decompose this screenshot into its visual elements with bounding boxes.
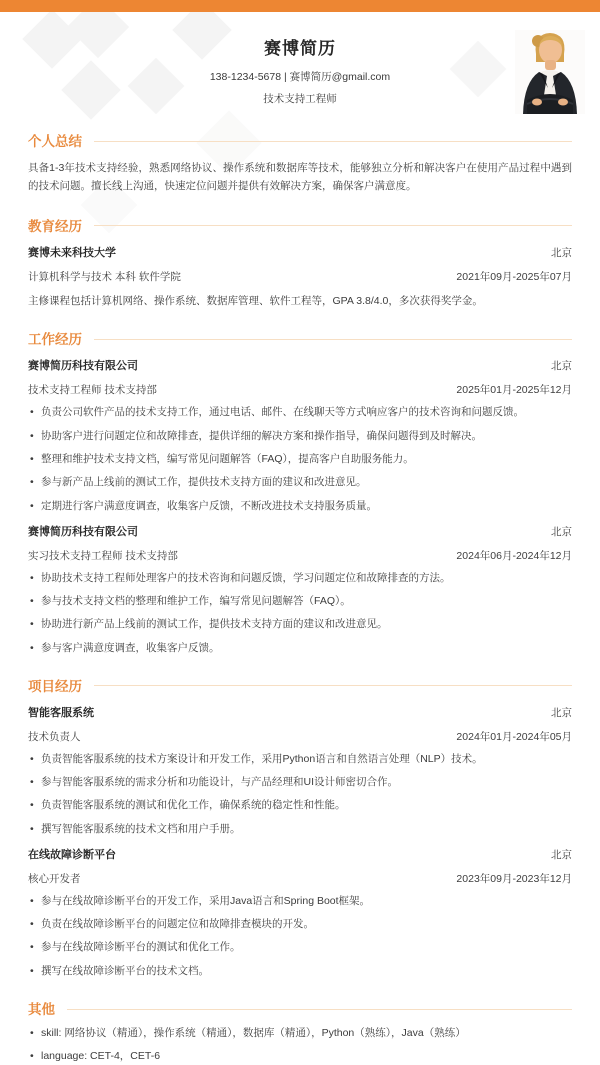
bullet-item: • language: CET-4，CET-6	[28, 1048, 572, 1064]
project-bullet-list	[28, 893, 572, 979]
bullet-item: • 负责在线故障诊断平台的问题定位和故障排查模块的开发。	[28, 916, 572, 932]
bullet-item: • 负责公司软件产品的技术支持工作，通过电话、邮件、在线聊天等方式响应客户的技术咨询和问题反馈。	[28, 404, 572, 420]
bullet-item: • 定期进行客户满意度调查，收集客户反馈，不断改进技术支持服务质量。	[28, 498, 572, 514]
section-divider-line	[94, 225, 572, 226]
section-title: 其他	[28, 1002, 55, 1017]
section-title: 项目经历	[28, 678, 82, 694]
date-range: 2024年06月-2024年12月	[456, 549, 572, 562]
location: 北京	[551, 525, 572, 538]
education-description: 主修课程包括计算机网络、操作系统、数据库管理、软件工程等，GPA 3.8/4.0，多次获得奖学金。	[28, 294, 483, 307]
degree: 计算机科学与技术 本科 软件学院	[28, 270, 181, 283]
location: 北京	[551, 360, 572, 373]
section-title: 教育经历	[28, 218, 82, 234]
section-heading-work	[28, 328, 572, 348]
bullet-item: • 撰写智能客服系统的技术文档和用户手册。	[28, 821, 572, 837]
section-divider-line	[94, 141, 572, 142]
contact-line: 138-1234-5678 | 赛博简历@gmail.com	[209, 71, 391, 83]
section-heading-projects	[28, 675, 572, 695]
job-title: 技术支持工程师	[263, 93, 337, 105]
bullet-item: • 负责智能客服系统的技术方案设计和开发工作，采用Python语言和自然语言处理（NLP）技术。	[28, 751, 572, 767]
bullet-item: • skill: 网络协议（精通），操作系统（精通），数据库（精通），Python（熟练），Java（熟练）	[28, 1025, 572, 1041]
bullet-item: • 整理和维护技术支持文档，编写常见问题解答（FAQ），提高客户自助服务能力。	[28, 451, 572, 467]
bullet-item: • 参与在线故障诊断平台的开发工作，采用Java语言和Spring Boot框架。	[28, 893, 572, 909]
project-name: 智能客服系统	[28, 706, 94, 719]
resume-header	[0, 12, 600, 106]
date-range: 2021年09月-2025年07月	[456, 270, 572, 283]
summary-text: 具备1-3年技术支持经验，熟悉网络协议、操作系统和数据库等技术，能够独立分析和解决客户在使用产品过程中遇到的技术问题。擅长线上沟通，快速定位问题并提供有效解决方案，确保客户满意度。	[28, 162, 572, 192]
work-item	[28, 357, 572, 513]
other-bullet-list	[28, 1025, 572, 1065]
bullet-item: • 协助进行新产品上线前的测试工作，提供技术支持方面的建议和改进意见。	[28, 616, 572, 632]
school-name: 赛博未来科技大学	[28, 246, 116, 259]
education-item	[28, 244, 572, 310]
bullet-item: • 协助技术支持工程师处理客户的技术咨询和问题反馈，学习问题定位和故障排查的方法。	[28, 570, 572, 586]
bullet-item: • 参与客户满意度调查，收集客户反馈。	[28, 640, 572, 656]
date-range: 2024年01月-2024年05月	[456, 730, 572, 743]
date-range: 2025年01月-2025年12月	[456, 384, 572, 397]
bullet-item: • 参与在线故障诊断平台的测试和优化工作。	[28, 939, 572, 955]
project-item	[28, 846, 572, 979]
company-name: 赛博简历科技有限公司	[28, 360, 138, 373]
project-bullet-list	[28, 751, 572, 837]
section-heading-summary	[28, 130, 572, 150]
role-title: 实习技术支持工程师 技术支持部	[28, 549, 178, 562]
bullet-item: • 协助客户进行问题定位和故障排查，提供详细的解决方案和操作指导，确保问题得到及时解决。	[28, 428, 572, 444]
section-title: 个人总结	[28, 134, 82, 149]
location: 北京	[551, 706, 572, 719]
section-divider-line	[94, 339, 572, 340]
project-name: 在线故障诊断平台	[28, 848, 116, 861]
bullet-item: • 参与智能客服系统的需求分析和功能设计，与产品经理和UI设计师密切合作。	[28, 774, 572, 790]
top-accent-bar	[0, 0, 600, 12]
profile-photo	[515, 30, 585, 114]
section-title: 工作经历	[28, 332, 82, 348]
section-heading-other	[28, 998, 572, 1018]
location: 北京	[551, 848, 572, 861]
bullet-item: • 负责智能客服系统的测试和优化工作，确保系统的稳定性和性能。	[28, 797, 572, 813]
bullet-item: • 参与新产品上线前的测试工作，提供技术支持方面的建议和改进意见。	[28, 474, 572, 490]
resume-name: 赛博简历	[264, 39, 336, 58]
bullet-item: • 撰写在线故障诊断平台的技术文档。	[28, 963, 572, 979]
work-item	[28, 523, 572, 656]
section-divider-line	[67, 1009, 572, 1010]
role-title: 技术负责人	[28, 730, 81, 743]
bullet-item: • 参与技术支持文档的整理和维护工作，编写常见问题解答（FAQ）。	[28, 593, 572, 609]
company-name: 赛博简历科技有限公司	[28, 525, 138, 538]
work-bullet-list	[28, 570, 572, 656]
role-title: 技术支持工程师 技术支持部	[28, 384, 157, 397]
location: 北京	[551, 246, 572, 259]
role-title: 核心开发者	[28, 872, 81, 885]
date-range: 2023年09月-2023年12月	[456, 872, 572, 885]
section-divider-line	[94, 685, 572, 686]
resume-body	[0, 130, 600, 1065]
project-item	[28, 704, 572, 837]
work-bullet-list	[28, 404, 572, 513]
section-heading-education	[28, 215, 572, 235]
